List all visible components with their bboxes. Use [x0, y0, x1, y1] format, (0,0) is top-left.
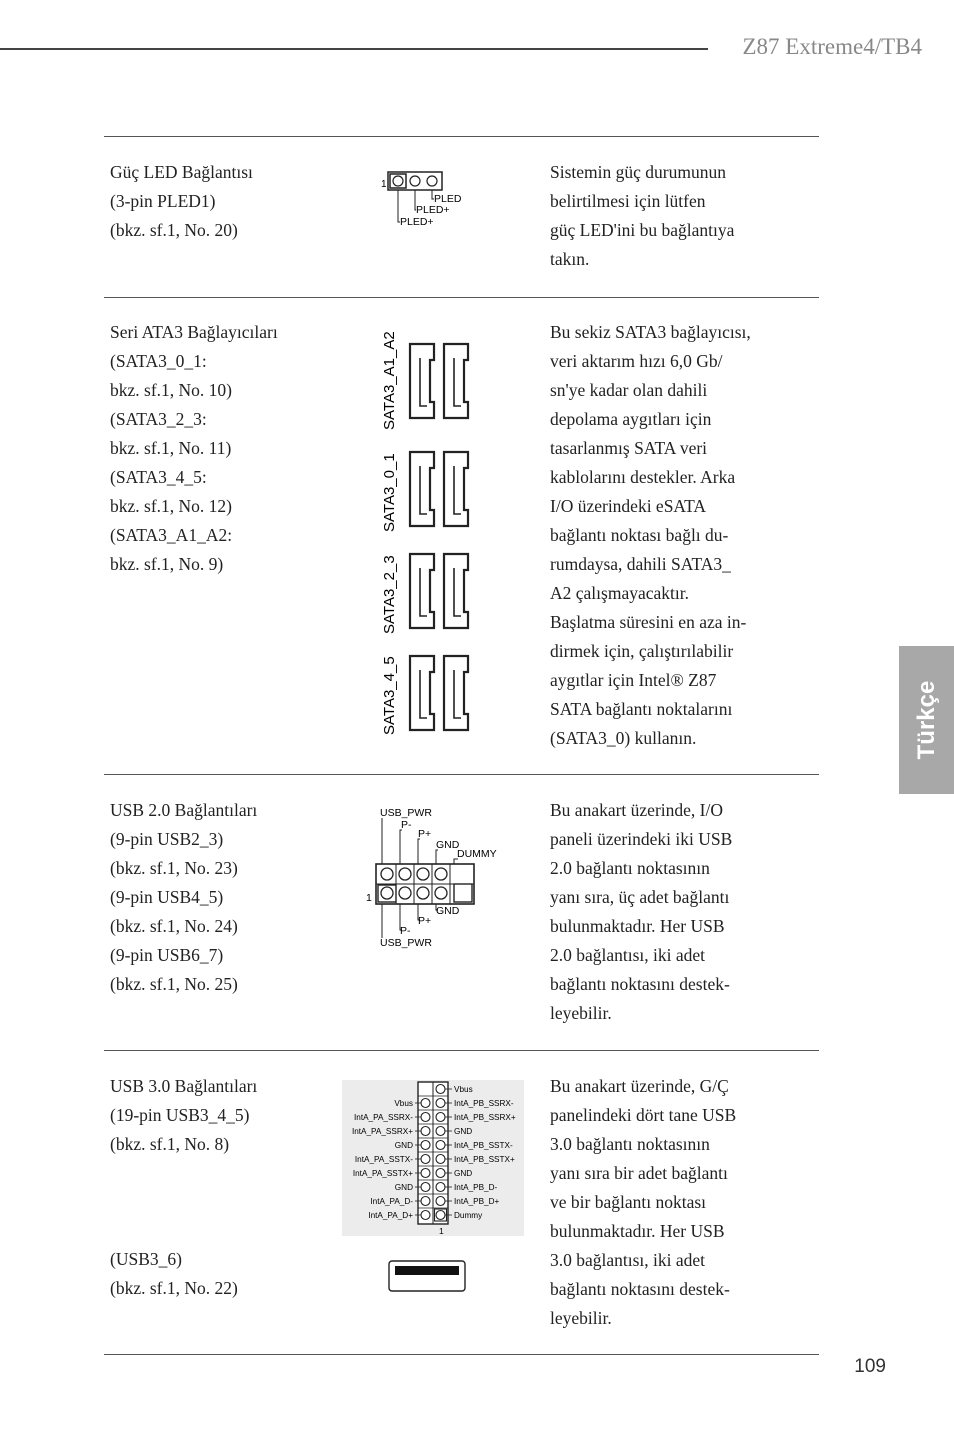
pin-label: USB_PWR: [380, 807, 432, 819]
pin-label: IntA_PA_D-: [370, 1197, 413, 1206]
sata-port: [444, 554, 468, 628]
pin-label: IntA_PB_D-: [454, 1183, 498, 1192]
port-outline: [389, 1261, 465, 1291]
pin-label: IntA_PB_D+: [454, 1197, 500, 1206]
pin-label: IntA_PB_SSRX-: [454, 1099, 514, 1108]
sata-connectors-diagram: [372, 324, 482, 744]
sata-port: [410, 656, 434, 730]
language-tab: [899, 646, 954, 794]
pin: [435, 887, 447, 899]
pin: [381, 868, 393, 880]
pin-label: PLED+: [400, 216, 434, 228]
pin-label: P-: [400, 925, 411, 937]
pin1-label: 1: [381, 179, 387, 190]
pin-label: P+: [418, 828, 432, 840]
section-divider: [104, 774, 819, 775]
pin-label: Vbus: [394, 1099, 413, 1108]
sata-label: SATA3_4_5: [381, 656, 398, 735]
pin-label: IntA_PB_SSTX+: [454, 1155, 515, 1164]
pin-label: P+: [418, 915, 432, 927]
model-title: Z87 Extreme4/TB4: [742, 34, 922, 59]
pin-label: GND: [436, 905, 460, 917]
usb2-header-diagram: [362, 804, 512, 952]
pin: [435, 868, 447, 880]
pin-label: P-: [401, 819, 412, 831]
pin-label: GND: [436, 839, 460, 851]
pin-label: IntA_PA_D+: [368, 1211, 413, 1220]
pin-label: GND: [394, 1141, 413, 1150]
pled-description-right: Sistemin güç durumunun belirtilmesi için lütfen güç LED'ini bu bağlantıya takın.: [550, 162, 735, 269]
sata-description-right: Bu sekiz SATA3 bağlayıcısı, veri aktarım hızı 6,0 Gb/ sn'ye kadar olan dahili depolama aygıtları için tasarlanmış SATA veri kablolarını destekler. Arka I/O üzerindeki eSATA bağlantı noktası bağlı du- rumdaysa, dahili SATA3_ A2 çalışmayacaktır. Başlatma süresini en aza in- dirmek için, çalıştırılabilir aygıtlar için Intel® Z87 SATA bağlantı noktalarını (SATA3_0) kullanın.: [550, 322, 751, 748]
pin-label: USB_PWR: [380, 937, 432, 949]
pled-description-left: Güç LED Bağlantısı (3-pin PLED1) (bkz. sf.1, No. 20): [110, 162, 253, 240]
section-divider: [104, 1050, 819, 1051]
sata-port: [410, 554, 434, 628]
pin-label: GND: [394, 1183, 413, 1192]
pin-label: IntA_PA_SSRX-: [353, 1113, 413, 1122]
sata-port: [444, 656, 468, 730]
sata-port: [410, 452, 434, 526]
sata-port: [410, 344, 434, 418]
pin: [381, 887, 393, 899]
pin-label: DUMMY: [457, 848, 497, 860]
pin: [399, 887, 411, 899]
pin-label: PLED+: [416, 204, 450, 216]
section-divider: [104, 297, 819, 298]
section-divider: [104, 1354, 819, 1355]
header-rule: [0, 48, 708, 50]
pin-label: IntA_PA_SSRX+: [351, 1127, 413, 1136]
pin: [410, 176, 420, 186]
pin: [393, 176, 403, 186]
sata-port: [444, 344, 468, 418]
pin: [417, 868, 429, 880]
pin1-label: 1: [439, 1226, 444, 1236]
sata-description-left: Seri ATA3 Bağlayıcıları (SATA3_0_1: bkz. sf.1, No. 10) (SATA3_2_3: bkz. sf.1, No. 11) (SATA3_4_5: bkz. sf.1, No. 12) (SATA3_A1_A2: bkz. sf.1, No. 9): [110, 322, 278, 574]
sata-label: SATA3_0_1: [381, 453, 398, 532]
pled-header-diagram: [378, 168, 478, 232]
pin1-label: 1: [366, 892, 372, 904]
sata-label: SATA3_2_3: [381, 555, 398, 634]
pin-label: IntA_PB_SSRX+: [454, 1113, 516, 1122]
pin: [417, 887, 429, 899]
usb3-single-port-diagram: [388, 1260, 466, 1292]
pin: [399, 868, 411, 880]
pin-label: IntA_PA_SSTX+: [352, 1169, 413, 1178]
page-number: 109: [854, 1356, 886, 1377]
sata-label: SATA3_A1_A2: [381, 331, 398, 430]
port-tongue: [395, 1266, 459, 1275]
pin-label: PLED: [434, 193, 462, 205]
pin-label: GND: [454, 1169, 473, 1178]
pin-label: IntA_PB_SSTX-: [454, 1141, 513, 1150]
section-divider: [104, 136, 819, 137]
sata-port: [444, 452, 468, 526]
usb2-description-right: Bu anakart üzerinde, I/O paneli üzerindeki iki USB 2.0 bağlantı noktasının yanı sıra, üç adet bağlantı bulunmaktadır. Her USB 2.0 bağlantısı, iki adet bağlantı noktasını destek- leyebilir.: [550, 800, 733, 1023]
pin-label: Dummy: [454, 1211, 483, 1220]
usb3-description-left: USB 3.0 Bağlantıları (19-pin USB3_4_5) (bkz. sf.1, No. 8): [110, 1076, 258, 1154]
usb3-header-diagram: [342, 1080, 524, 1236]
pin-label: GND: [454, 1127, 473, 1136]
pin-label: Vbus: [454, 1085, 473, 1094]
language-tab-label: Türkçe: [912, 680, 940, 760]
usb3-6-description-left: (USB3_6) (bkz. sf.1, No. 22): [110, 1249, 238, 1298]
usb2-description-left: USB 2.0 Bağlantıları (9-pin USB2_3) (bkz. sf.1, No. 23) (9-pin USB4_5) (bkz. sf.1, No. 24) (9-pin USB6_7) (bkz. sf.1, No. 25): [110, 800, 258, 994]
usb3-description-right: Bu anakart üzerinde, G/Ç panelindeki dört tane USB 3.0 bağlantı noktasının yanı sıra bir adet bağlantı ve bir bağlantı noktası bulunmaktadır. Her USB 3.0 bağlantısı, iki adet bağlantı noktasını destek- leyebilir.: [550, 1076, 737, 1328]
pin-label: IntA_PA_SSTX-: [354, 1155, 413, 1164]
dummy-pin-square: [454, 884, 472, 902]
pin: [427, 176, 437, 186]
